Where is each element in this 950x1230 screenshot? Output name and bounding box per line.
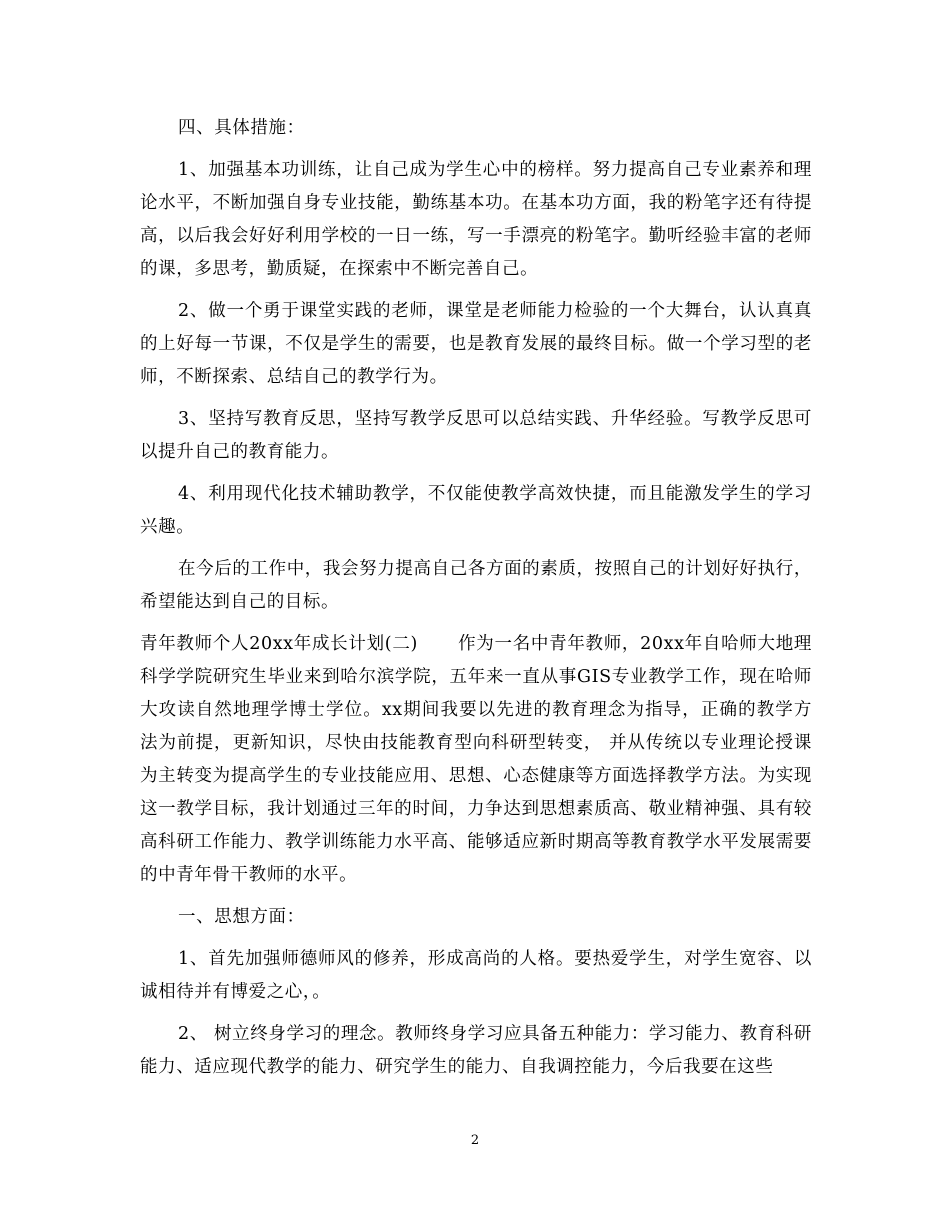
measure-paragraph-1: 1、加强基本功训练，让自己成为学生心中的榜样。努力提高自己专业素养和理论水平，不断加强自身专业技能，勤练基本功。在基本功方面，我的粉笔字还有待提高，以后我会好好利用学校的一日一练，写一手漂亮的粉笔字。勤听经验丰富的老师的课，多思考，勤质疑，在探索中不断完善自己。 [140,160,812,279]
heading-thought-aspect: 一、思想方面： [178,907,305,927]
section-paragraph [140,628,812,892]
thought-paragraph-2: 2、 树立终身学习的理念。教师终身学习应具备五种能力：学习能力、教育科研能力、适应现代教学的能力、研究学生的能力、自我调控能力，今后我要在这些 [140,1024,812,1077]
section-title: 青年教师个人20xx年成长计划(二) [140,634,418,654]
closing-paragraph: 在今后的工作中，我会努力提高自己各方面的素质，按照自己的计划好好执行，希望能达到自己的目标。 [140,559,812,612]
measure-paragraph-2: 2、做一个勇于课堂实践的老师，课堂是老师能力检验的一个大舞台，认认真真的上好每一节课，不仅是学生的需要，也是教育发展的最终目标。做一个学习型的老师，不断探索、总结自己的教学行为。 [140,301,812,387]
page-number: 2 [470,1133,480,1148]
section-intro: 作为一名中青年教师，20xx年自哈师大地理科学学院研究生毕业来到哈尔滨学院，五年来一直从事GIS专业教学工作，现在哈师大攻读自然地理学博士学位。xx期间我要以先进的教育理念为指导，正确的教学方法为前提，更新知识，尽快由技能教育型向科研型转变， 并从传统以专业理论授课为主转变为提高学生的专业技能应用、思想、心态健康等方面选择教学方法。为实现这一教学目标，我计划通过三年的时间，力争达到思想素质高、敬业精神强、具有较高科研工作能力、教学训练能力水平高、能够适应新时期高等教育教学水平发展需要的中青年骨干教师的水平。 [140,634,812,885]
thought-paragraph-1: 1、首先加强师德师风的修养，形成高尚的人格。要热爱学生，对学生宽容、以诚相待并有博爱之心，。 [140,949,812,1002]
measure-paragraph-3: 3、坚持写教育反思，坚持写教学反思可以总结实践、升华经验。写教学反思可以提升自己的教育能力。 [140,409,812,462]
measure-paragraph-4: 4、利用现代化技术辅助教学，不仅能使教学高效快捷，而且能激发学生的学习兴趣。 [140,484,812,537]
heading-specific-measures: 四、具体措施： [178,118,305,138]
document-body [140,112,812,1093]
